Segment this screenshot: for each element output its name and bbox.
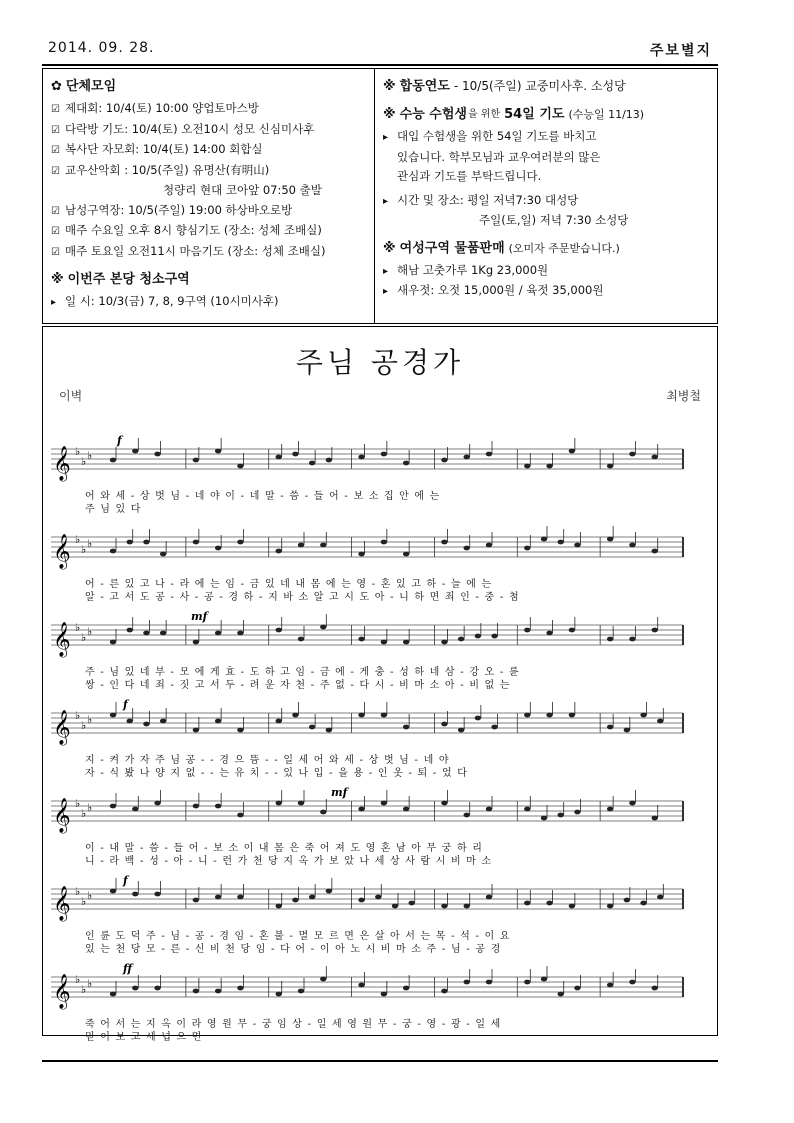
note-head: [358, 713, 364, 718]
note-head: [154, 986, 160, 991]
note-head: [475, 634, 481, 639]
flat-icon: ♭: [87, 537, 93, 550]
note-head: [640, 901, 646, 906]
note-head: [574, 543, 580, 548]
note-head: [237, 813, 243, 818]
note-head: [381, 540, 387, 545]
note-head: [403, 461, 409, 466]
music-staff: [51, 699, 691, 749]
note-head: [541, 977, 547, 982]
note-head: [276, 455, 282, 460]
note-head: [110, 458, 116, 463]
note-head: [326, 728, 332, 733]
note-head: [524, 546, 530, 551]
note-head: [441, 801, 447, 806]
exam-date: (수능일 11/13): [568, 108, 645, 122]
note-head: [569, 904, 575, 909]
lyric-line: 쌍 - 인 다 네 죄 - 짓 고 서 두 - 려 운 자 천 - 주 없 - 다 시 - 비 마 소 아 - 비 없 는: [85, 680, 511, 691]
note-head: [193, 540, 199, 545]
sale-title: 여성구역 물품판매: [399, 240, 505, 256]
note-head: [546, 631, 552, 636]
music-staff: [51, 523, 691, 573]
note-head: [607, 725, 613, 730]
list-item-text: 시간 및 장소: 평일 저녁7:30 대성당: [397, 192, 579, 207]
joint-prayer-heading: [383, 75, 713, 99]
lyric-line: 알 - 고 서 도 공 - 사 - 공 - 경 하 - 지 바 소 알 고 시 도 아 - 니 하 면 죄 인 - 중 - 첨: [85, 592, 520, 603]
note-head: [358, 455, 364, 460]
lyric-line: 주 - 님 있 네 부 - 모 에 게 효 - 도 하 고 임 - 금 에 - 게 충 - 성 하 네 삼 - 강 오 - 륜: [85, 667, 520, 678]
note-head: [441, 904, 447, 909]
note-head: [320, 810, 326, 815]
note-head: [607, 904, 613, 909]
list-item: [51, 292, 369, 313]
note-head: [237, 540, 243, 545]
treble-clef-icon: 𝄞: [53, 622, 71, 657]
checkbox-bullet-icon: ☑: [51, 165, 60, 177]
header-rule: [42, 64, 718, 66]
note-head: [381, 452, 387, 457]
note-head: [629, 980, 635, 985]
note-head: [215, 449, 221, 454]
note-head: [298, 801, 304, 806]
note-head: [464, 546, 470, 551]
note-head: [375, 895, 381, 900]
note-head: [652, 816, 658, 821]
note-head: [358, 637, 364, 642]
ornament-icon: ※: [51, 272, 64, 288]
list-item-text: 새우젓: 오젓 15,000원 / 육젓 35,000원: [397, 283, 604, 297]
note-head: [546, 901, 552, 906]
note-head: [409, 901, 415, 906]
note-head: [193, 640, 199, 645]
sale-subtitle: (오미자 주문받습니다.): [508, 241, 620, 255]
note-head: [193, 989, 199, 994]
note-head: [546, 713, 552, 718]
note-head: [193, 898, 199, 903]
exam-title-connector: 을 위한: [467, 109, 501, 121]
note-head: [326, 889, 332, 894]
flat-icon: ♭: [75, 797, 81, 810]
note-head: [193, 728, 199, 733]
note-head: [629, 637, 635, 642]
note-head: [193, 458, 199, 463]
dynamic-marking: mf: [331, 787, 348, 799]
note-head: [524, 980, 530, 985]
note-head: [640, 713, 646, 718]
dynamic-marking: ff: [123, 963, 133, 975]
note-head: [381, 713, 387, 718]
group-meetings-heading: [51, 75, 369, 99]
list-item-continuation: 청량리 현대 코아앞 07:50 출발: [163, 183, 322, 197]
note-head: [309, 461, 315, 466]
checkbox-bullet-icon: ☑: [51, 246, 60, 258]
list-item-text: 교우산악회 : 10/5(주일) 유명산(有明山): [65, 162, 270, 177]
note-head: [110, 640, 116, 645]
note-head: [381, 992, 387, 997]
list-item: [383, 191, 713, 212]
note-head: [215, 989, 221, 994]
treble-clef-icon: 𝄞: [53, 710, 71, 745]
note-head: [458, 728, 464, 733]
note-head: [657, 719, 663, 724]
note-head: [237, 464, 243, 469]
note-head: [237, 986, 243, 991]
note-head: [607, 637, 613, 642]
flat-icon: ♭: [81, 719, 87, 732]
note-head: [475, 716, 481, 721]
note-head: [215, 804, 221, 809]
note-head: [110, 992, 116, 997]
page-header: [42, 40, 718, 64]
flat-icon: ♭: [81, 895, 87, 908]
lyric-line: 어 와 세 - 상 벗 님 - 네 야 이 - 네 말 - 씀 - 들 어 - 보 소 집 안 에 는: [85, 491, 441, 502]
triangle-bullet-icon: ▸: [383, 132, 389, 143]
left-column: [51, 75, 369, 313]
flat-icon: ♭: [87, 713, 93, 726]
lyric-line: 있 는 천 당 모 - 른 - 신 비 천 당 임 - 다 어 - 이 아 노 시 비 마 소 주 - 님 - 공 경: [85, 944, 502, 955]
note-head: [276, 719, 282, 724]
note-head: [276, 801, 282, 806]
note-head: [132, 986, 138, 991]
note-head: [464, 904, 470, 909]
note-head: [298, 543, 304, 548]
note-head: [607, 807, 613, 812]
note-head: [524, 713, 530, 718]
note-head: [298, 637, 304, 642]
note-head: [143, 631, 149, 636]
note-head: [629, 543, 635, 548]
exam-title-days: 54일 기도: [504, 107, 565, 123]
note-head: [309, 725, 315, 730]
note-head: [193, 804, 199, 809]
note-head: [558, 813, 564, 818]
note-head: [558, 540, 564, 545]
note-head: [607, 537, 613, 542]
note-head: [486, 980, 492, 985]
note-head: [276, 904, 282, 909]
flat-icon: ♭: [81, 631, 87, 644]
triangle-bullet-icon: ▸: [383, 286, 389, 297]
note-head: [215, 719, 221, 724]
note-head: [403, 986, 409, 991]
note-head: [486, 543, 492, 548]
notice-box: [42, 68, 718, 324]
hymn-sheet: [42, 326, 718, 1043]
note-head: [215, 895, 221, 900]
note-head: [358, 552, 364, 557]
list-item-continuation: 주일(토,일) 저녁 7:30 소성당: [479, 213, 629, 227]
note-head: [403, 552, 409, 557]
note-head: [403, 725, 409, 730]
sale-heading: [383, 237, 713, 261]
paragraph-line: 있습니다. 학부모님과 교우여러분의 많은: [397, 149, 601, 164]
note-head: [276, 992, 282, 997]
note-head: [441, 540, 447, 545]
note-head: [441, 458, 447, 463]
list-item-text: 복사단 자모회: 10/4(토) 14:00 회합실: [65, 142, 263, 156]
list-item: [51, 120, 369, 141]
list-item: [383, 261, 713, 282]
note-head: [358, 807, 364, 812]
note-head: [569, 449, 575, 454]
note-head: [132, 892, 138, 897]
note-head: [132, 807, 138, 812]
note-head: [607, 464, 613, 469]
note-head: [569, 713, 575, 718]
note-head: [237, 895, 243, 900]
flat-icon: ♭: [81, 543, 87, 556]
note-head: [629, 801, 635, 806]
note-head: [160, 552, 166, 557]
list-item-text: 일 시: 10/3(금) 7, 8, 9구역 (10시미사후): [65, 294, 279, 308]
ornament-icon: ※: [383, 107, 396, 123]
list-item: [51, 242, 369, 263]
note-head: [154, 452, 160, 457]
treble-clef-icon: 𝄞: [53, 798, 71, 833]
flat-icon: ♭: [75, 621, 81, 634]
triangle-bullet-icon: ▸: [383, 195, 389, 207]
dynamic-marking: f: [123, 875, 128, 887]
note-head: [652, 455, 658, 460]
note-head: [132, 449, 138, 454]
date: 2014. 09. 28.: [48, 40, 155, 56]
list-item-text: 다락방 기도: 10/4(토) 오전10시 성모 신심미사후: [65, 121, 315, 136]
right-column: [383, 75, 713, 302]
flat-icon: ♭: [75, 885, 81, 898]
treble-clef-icon: 𝄞: [53, 886, 71, 921]
note-head: [403, 807, 409, 812]
note-head: [464, 980, 470, 985]
dynamic-marking: f: [123, 699, 128, 711]
bottom-rule: [42, 1060, 718, 1062]
note-head: [486, 807, 492, 812]
note-head: [358, 983, 364, 988]
exam-prayer-heading: [383, 103, 713, 127]
flat-icon: ♭: [81, 455, 87, 468]
music-staff: [51, 963, 691, 1013]
note-head: [237, 631, 243, 636]
note-head: [320, 625, 326, 630]
note-head: [160, 719, 166, 724]
note-head: [558, 992, 564, 997]
note-head: [154, 892, 160, 897]
triangle-bullet-icon: ▸: [383, 265, 389, 277]
list-item: [51, 221, 369, 242]
note-head: [403, 640, 409, 645]
note-head: [486, 452, 492, 457]
flat-icon: ♭: [87, 449, 93, 462]
note-head: [392, 904, 398, 909]
note-head: [215, 546, 221, 551]
list-item-text: 해남 고춧가루 1Kg 23,000원: [397, 262, 549, 277]
flat-icon: ♭: [87, 889, 93, 902]
list-item: [51, 99, 369, 120]
list-item: [51, 140, 369, 161]
note-head: [292, 898, 298, 903]
note-head: [441, 989, 447, 994]
note-head: [326, 458, 332, 463]
dynamic-marking: mf: [191, 611, 208, 623]
note-head: [143, 722, 149, 727]
list-item-text: 매주 토요일 오전11시 마음기도 (장소: 성체 조배실): [65, 243, 326, 258]
note-head: [110, 804, 116, 809]
flat-icon: ♭: [81, 983, 87, 996]
lyric-line: 주 님 있 다: [85, 504, 142, 515]
lyricist: 이벽: [59, 389, 83, 403]
music-staff: [51, 435, 691, 485]
note-head: [574, 986, 580, 991]
note-head: [652, 549, 658, 554]
note-head: [652, 628, 658, 633]
ornament-icon: ※: [383, 240, 396, 256]
note-head: [110, 713, 116, 718]
exam-title: 수능 수험생: [399, 107, 467, 123]
flat-icon: ♭: [75, 709, 81, 722]
treble-clef-icon: 𝄞: [53, 446, 71, 481]
lyric-line: 이 - 내 말 - 씀 - 들 어 - 보 소 이 내 몸 은 죽 어 져 도 영 혼 남 아 무 궁 하 리: [85, 843, 484, 854]
checkbox-bullet-icon: ☑: [51, 104, 60, 115]
note-head: [524, 628, 530, 633]
note-head: [624, 898, 630, 903]
note-head: [524, 807, 530, 812]
lyric-line: 인 륜 도 덕 주 - 님 - 공 - 경 임 - 혼 불 - 멸 모 르 면 은 살 아 서 는 목 - 석 - 이 요: [85, 931, 511, 942]
note-head: [541, 816, 547, 821]
note-head: [309, 895, 315, 900]
joint-prayer-title: 합동연도: [399, 79, 450, 95]
note-head: [486, 895, 492, 900]
note-head: [292, 452, 298, 457]
checkbox-bullet-icon: ☑: [51, 145, 60, 156]
flat-icon: ♭: [87, 977, 93, 990]
music-staff: [51, 611, 691, 661]
note-head: [320, 977, 326, 982]
note-head: [298, 989, 304, 994]
treble-clef-icon: 𝄞: [53, 534, 71, 569]
hymn-title: 주님 공경가: [295, 346, 465, 379]
cleaning-heading: [51, 268, 369, 292]
paragraph-text: 대입 수험생을 위한 54일 기도를 바치고: [397, 129, 597, 143]
lyric-line: 지 - 켜 가 자 주 님 공 - - 경 으 뜸 - - 일 세 어 와 세 - 상 벗 님 - 네 야: [85, 755, 450, 766]
note-head: [215, 631, 221, 636]
note-head: [276, 628, 282, 633]
note-head: [381, 640, 387, 645]
column-divider: [374, 69, 375, 323]
checkbox-bullet-icon: ☑: [51, 124, 60, 136]
lyric-line: 자 - 식 봤 나 양 지 없 - - 는 유 치 - - 있 나 입 - 을 용 - 인 옷 - 퇴 - 었 다: [85, 768, 469, 779]
note-head: [624, 728, 630, 733]
publication-title: 주보별지: [649, 43, 712, 59]
note-head: [358, 898, 364, 903]
list-item: [383, 281, 713, 302]
flat-icon: ♭: [87, 801, 93, 814]
flat-icon: ♭: [75, 445, 81, 458]
list-item: [51, 161, 369, 182]
lyric-line: 죽 어 서 는 지 옥 이 라 영 원 무 - 궁 임 상 - 일 세 영 원 무 - 궁 - 영 - 광 - 일 세: [85, 1019, 502, 1030]
triangle-bullet-icon: ▸: [51, 297, 57, 308]
paragraph-line: 관심과 기도를 부탁드립니다.: [397, 169, 542, 183]
flat-icon: ♭: [75, 973, 81, 986]
joint-prayer-text: - 10/5(주일) 교중미사후. 소성당: [453, 79, 626, 94]
paragraph-line: [383, 127, 713, 148]
cleaning-title: 이번주 본당 청소구역: [67, 272, 190, 288]
flat-icon: ♭: [81, 807, 87, 820]
composer: 최병철: [666, 389, 701, 403]
list-item-text: 제대회: 10/4(토) 10:00 양업토마스방: [65, 101, 259, 115]
note-head: [441, 640, 447, 645]
note-head: [541, 537, 547, 542]
note-head: [320, 543, 326, 548]
list-item-text: 남성구역장: 10/5(주일) 19:00 하상바오로방: [65, 202, 293, 217]
note-head: [652, 986, 658, 991]
lyric-line: 니 - 라 백 - 성 - 아 - 니 - 런 가 천 당 지 옥 가 보 았 나 세 상 사 람 시 비 마 소: [85, 856, 493, 867]
flat-icon: ♭: [75, 533, 81, 546]
note-head: [110, 549, 116, 554]
note-head: [524, 464, 530, 469]
lyric-line: 믿 어 보 고 세 넙 으 면: [85, 1032, 203, 1043]
checkbox-bullet-icon: ☑: [51, 205, 60, 217]
note-head: [574, 810, 580, 815]
checkbox-bullet-icon: ☑: [51, 226, 60, 237]
note-head: [160, 631, 166, 636]
group-meetings-title: 단체모임: [65, 79, 117, 95]
ornament-icon: ✿: [51, 79, 62, 95]
note-head: [629, 452, 635, 457]
music-staff: [51, 875, 691, 925]
note-head: [607, 983, 613, 988]
note-head: [110, 889, 116, 894]
note-head: [569, 628, 575, 633]
note-head: [441, 722, 447, 727]
note-head: [127, 719, 133, 724]
note-head: [237, 728, 243, 733]
note-head: [491, 725, 497, 730]
note-head: [657, 895, 663, 900]
lyric-line: 어 - 른 있 고 나 - 라 에 는 임 - 금 있 네 내 몸 에 는 영 - 혼 있 고 하 - 늘 에 는: [85, 579, 493, 590]
note-head: [127, 540, 133, 545]
dynamic-marking: f: [117, 435, 122, 447]
note-head: [464, 813, 470, 818]
list-item: [51, 201, 369, 222]
note-head: [127, 628, 133, 633]
note-head: [524, 901, 530, 906]
note-head: [154, 801, 160, 806]
music-staff: [51, 787, 691, 837]
note-head: [292, 713, 298, 718]
ornament-icon: ※: [383, 79, 396, 95]
note-head: [464, 455, 470, 460]
note-head: [381, 801, 387, 806]
note-head: [143, 540, 149, 545]
note-head: [491, 634, 497, 639]
list-item-text: 매주 수요일 오후 8시 향심기도 (장소: 성체 조배실): [65, 223, 322, 237]
note-head: [276, 549, 282, 554]
flat-icon: ♭: [87, 625, 93, 638]
note-head: [458, 637, 464, 642]
note-head: [546, 464, 552, 469]
treble-clef-icon: 𝄞: [53, 974, 71, 1009]
